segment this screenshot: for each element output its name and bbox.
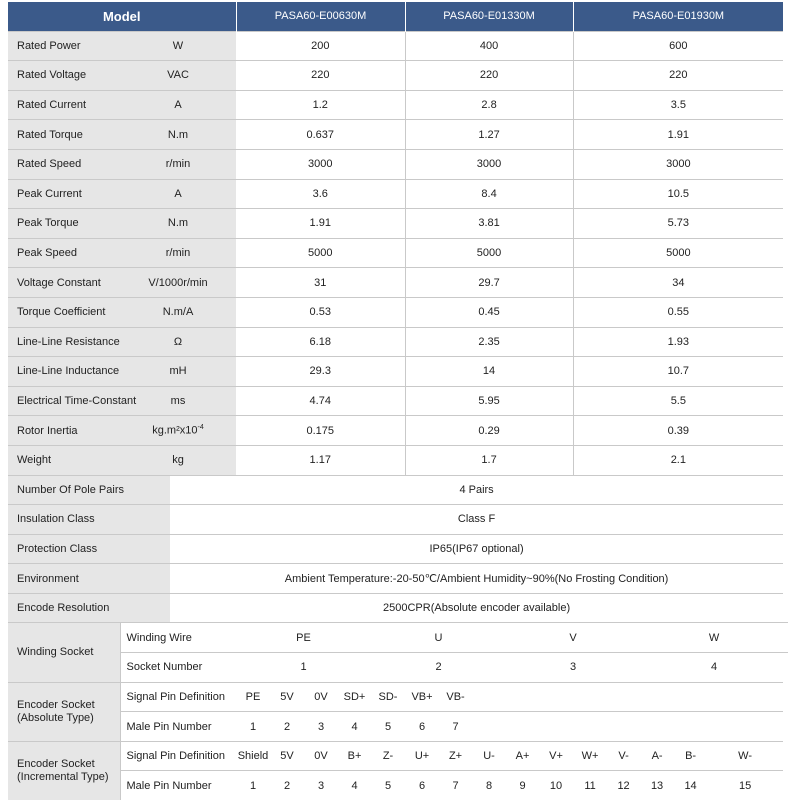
spec-row	[8, 120, 788, 150]
empty-cell	[472, 712, 783, 742]
spec-name: Rated Torque	[8, 120, 120, 150]
signal-pin-value: 5V	[270, 682, 304, 712]
spec-unit: VAC	[120, 61, 236, 91]
spec-row	[8, 179, 788, 209]
spec-row	[8, 268, 788, 298]
encoder-inc-row	[8, 741, 788, 771]
spec-value: 5000	[405, 238, 573, 268]
spec-row	[8, 416, 788, 446]
signal-pin-value: PE	[236, 682, 270, 712]
common-name: Protection Class	[8, 534, 170, 564]
spec-name: Rated Speed	[8, 149, 120, 179]
signal-pin-value: W+	[573, 741, 607, 771]
common-value: 4 Pairs	[170, 475, 783, 505]
spec-value: 2.8	[405, 90, 573, 120]
common-row	[8, 593, 788, 623]
male-pin-value: 2	[270, 712, 304, 742]
spec-value: 34	[573, 268, 783, 298]
spec-value: 3.6	[236, 179, 405, 209]
male-pin-value: 3	[304, 712, 338, 742]
male-pin-value: 9	[506, 771, 539, 800]
spec-name: Weight	[8, 445, 120, 475]
male-pin-value: 7	[439, 712, 472, 742]
encoder-inc-row	[8, 771, 788, 800]
common-row	[8, 475, 788, 505]
socket-number-value: 2	[371, 653, 506, 683]
spec-name: Rated Power	[8, 31, 120, 61]
model-name-header: PASA60-E01330M	[405, 2, 573, 31]
spec-name: Torque Coefficient	[8, 297, 120, 327]
spec-row	[8, 297, 788, 327]
spec-unit: W	[120, 31, 236, 61]
common-name: Environment	[8, 564, 170, 594]
winding-socket-label: Winding Socket	[8, 623, 120, 682]
spec-unit	[120, 416, 236, 446]
spec-name: Peak Current	[8, 179, 120, 209]
signal-pin-value: 0V	[304, 682, 338, 712]
model-name-header: PASA60-E01930M	[573, 2, 783, 31]
spec-row	[8, 209, 788, 239]
signal-pin-value: A-	[640, 741, 674, 771]
male-pin-value: 5	[371, 712, 405, 742]
spec-value: 3000	[236, 149, 405, 179]
male-pin-value: 6	[405, 771, 439, 800]
male-pin-value: 5	[371, 771, 405, 800]
spec-value: 5.73	[573, 209, 783, 239]
spec-name: Line-Line Inductance	[8, 357, 120, 387]
male-pin-label: Male Pin Number	[120, 771, 236, 800]
male-pin-value: 7	[439, 771, 472, 800]
spec-name: Rotor Inertia	[8, 416, 120, 446]
spec-row	[8, 327, 788, 357]
spec-value: 220	[405, 61, 573, 91]
signal-pin-value: 5V	[270, 741, 304, 771]
encoder-abs-row	[8, 712, 788, 742]
male-pin-label: Male Pin Number	[120, 712, 236, 742]
winding-wire-value: PE	[236, 623, 371, 653]
signal-pin-value: A+	[506, 741, 539, 771]
spec-row	[8, 386, 788, 416]
model-header: Model	[8, 2, 236, 31]
spec-name: Peak Speed	[8, 238, 120, 268]
spec-value: 0.39	[573, 416, 783, 446]
spec-value: 3000	[405, 149, 573, 179]
signal-pin-value: VB-	[439, 682, 472, 712]
spec-unit: r/min	[120, 149, 236, 179]
spec-name: Voltage Constant	[8, 268, 120, 298]
socket-number-value: 4	[640, 653, 788, 683]
spec-value: 0.29	[405, 416, 573, 446]
spec-value: 8.4	[405, 179, 573, 209]
signal-pin-label: Signal Pin Definition	[120, 682, 236, 712]
spec-value: 5.95	[405, 386, 573, 416]
spec-value: 29.7	[405, 268, 573, 298]
spec-value: 10.7	[573, 357, 783, 387]
spec-value: 5000	[236, 238, 405, 268]
spec-value: 600	[573, 31, 783, 61]
male-pin-value: 1	[236, 771, 270, 800]
signal-pin-value: Z-	[371, 741, 405, 771]
winding-wire-value: V	[506, 623, 640, 653]
model-name-header: PASA60-E00630M	[236, 2, 405, 31]
unit-base: kg.m²x10	[152, 424, 198, 437]
spec-name: Rated Current	[8, 90, 120, 120]
spec-row	[8, 149, 788, 179]
signal-pin-value: SD+	[338, 682, 371, 712]
common-value: 2500CPR(Absolute encoder available)	[170, 593, 783, 623]
winding-row	[8, 623, 788, 653]
unit-exponent: -4	[197, 424, 204, 432]
spec-value: 3.5	[573, 90, 783, 120]
spec-value: 1.2	[236, 90, 405, 120]
spec-unit: A	[120, 179, 236, 209]
spec-name: Rated Voltage	[8, 61, 120, 91]
common-name: Insulation Class	[8, 505, 170, 535]
spec-value: 4.74	[236, 386, 405, 416]
signal-pin-value: SD-	[371, 682, 405, 712]
spec-value: 2.35	[405, 327, 573, 357]
empty-cell	[472, 682, 783, 712]
spec-value: 14	[405, 357, 573, 387]
spec-value: 6.18	[236, 327, 405, 357]
spec-value: 400	[405, 31, 573, 61]
spec-row	[8, 61, 788, 91]
male-pin-value: 13	[640, 771, 674, 800]
spec-value: 29.3	[236, 357, 405, 387]
male-pin-value: 6	[405, 712, 439, 742]
winding-row	[8, 653, 788, 683]
signal-pin-value: U-	[472, 741, 506, 771]
signal-pin-value: V-	[607, 741, 640, 771]
spec-value: 1.27	[405, 120, 573, 150]
signal-pin-value: VB+	[405, 682, 439, 712]
signal-pin-value: V+	[539, 741, 573, 771]
male-pin-value: 3	[304, 771, 338, 800]
common-row	[8, 564, 788, 594]
common-row	[8, 505, 788, 535]
common-row	[8, 534, 788, 564]
spec-unit: Ω	[120, 327, 236, 357]
spec-value: 2.1	[573, 445, 783, 475]
common-name: Encode Resolution	[8, 593, 170, 623]
spec-value: 3.81	[405, 209, 573, 239]
spec-value: 0.53	[236, 297, 405, 327]
spec-table	[8, 2, 788, 800]
socket-number-value: 3	[506, 653, 640, 683]
spec-name: Line-Line Resistance	[8, 327, 120, 357]
spec-value: 1.93	[573, 327, 783, 357]
spec-value: 0.45	[405, 297, 573, 327]
encoder-abs-row	[8, 682, 788, 712]
male-pin-value: 2	[270, 771, 304, 800]
common-value: Class F	[170, 505, 783, 535]
male-pin-value: 4	[338, 712, 371, 742]
spec-value: 1.91	[573, 120, 783, 150]
spec-value: 5.5	[573, 386, 783, 416]
signal-pin-value: B+	[338, 741, 371, 771]
signal-pin-value: U+	[405, 741, 439, 771]
spec-row	[8, 445, 788, 475]
male-pin-value: 14	[674, 771, 707, 800]
encoder-absolute-label: Encoder Socket (Absolute Type)	[8, 682, 120, 741]
spec-unit: A	[120, 90, 236, 120]
spec-value: 3000	[573, 149, 783, 179]
signal-pin-value: 0V	[304, 741, 338, 771]
spec-value: 0.175	[236, 416, 405, 446]
signal-pin-value: Z+	[439, 741, 472, 771]
spec-unit: N.m/A	[120, 297, 236, 327]
signal-pin-value: Shield	[236, 741, 270, 771]
common-name: Number Of Pole Pairs	[8, 475, 170, 505]
male-pin-value: 11	[573, 771, 607, 800]
spec-value: 5000	[573, 238, 783, 268]
male-pin-value: 15	[707, 771, 783, 800]
spec-value: 31	[236, 268, 405, 298]
male-pin-value: 12	[607, 771, 640, 800]
spec-unit: V/1000r/min	[120, 268, 236, 298]
common-value: Ambient Temperature:-20-50℃/Ambient Humidity~90%(No Frosting Condition)	[170, 564, 783, 594]
spec-unit: N.m	[120, 209, 236, 239]
winding-wire-label: Winding Wire	[120, 623, 236, 653]
spec-row	[8, 357, 788, 387]
signal-pin-value: B-	[674, 741, 707, 771]
male-pin-value: 10	[539, 771, 573, 800]
winding-wire-value: U	[371, 623, 506, 653]
common-value: IP65(IP67 optional)	[170, 534, 783, 564]
spec-value: 1.7	[405, 445, 573, 475]
spec-value: 0.55	[573, 297, 783, 327]
spec-unit: r/min	[120, 238, 236, 268]
encoder-incremental-label: Encoder Socket (Incremental Type)	[8, 741, 120, 800]
male-pin-value: 1	[236, 712, 270, 742]
winding-wire-value: W	[640, 623, 788, 653]
spec-unit: N.m	[120, 120, 236, 150]
spec-unit: mH	[120, 357, 236, 387]
spec-value: 200	[236, 31, 405, 61]
spec-value: 220	[573, 61, 783, 91]
signal-pin-label: Signal Pin Definition	[120, 741, 236, 771]
male-pin-value: 8	[472, 771, 506, 800]
spec-value: 1.17	[236, 445, 405, 475]
spec-name: Peak Torque	[8, 209, 120, 239]
spec-row	[8, 238, 788, 268]
header-row	[8, 2, 788, 31]
socket-number-value: 1	[236, 653, 371, 683]
male-pin-value: 4	[338, 771, 371, 800]
spec-value: 0.637	[236, 120, 405, 150]
spec-row	[8, 90, 788, 120]
spec-row	[8, 31, 788, 61]
spec-unit: kg	[120, 445, 236, 475]
spec-value: 10.5	[573, 179, 783, 209]
spec-value: 220	[236, 61, 405, 91]
spec-value: 1.91	[236, 209, 405, 239]
spec-name: Electrical Time-Constant	[8, 386, 120, 416]
spec-unit: ms	[120, 386, 236, 416]
socket-number-label: Socket Number	[120, 653, 236, 683]
signal-pin-value: W-	[707, 741, 783, 771]
